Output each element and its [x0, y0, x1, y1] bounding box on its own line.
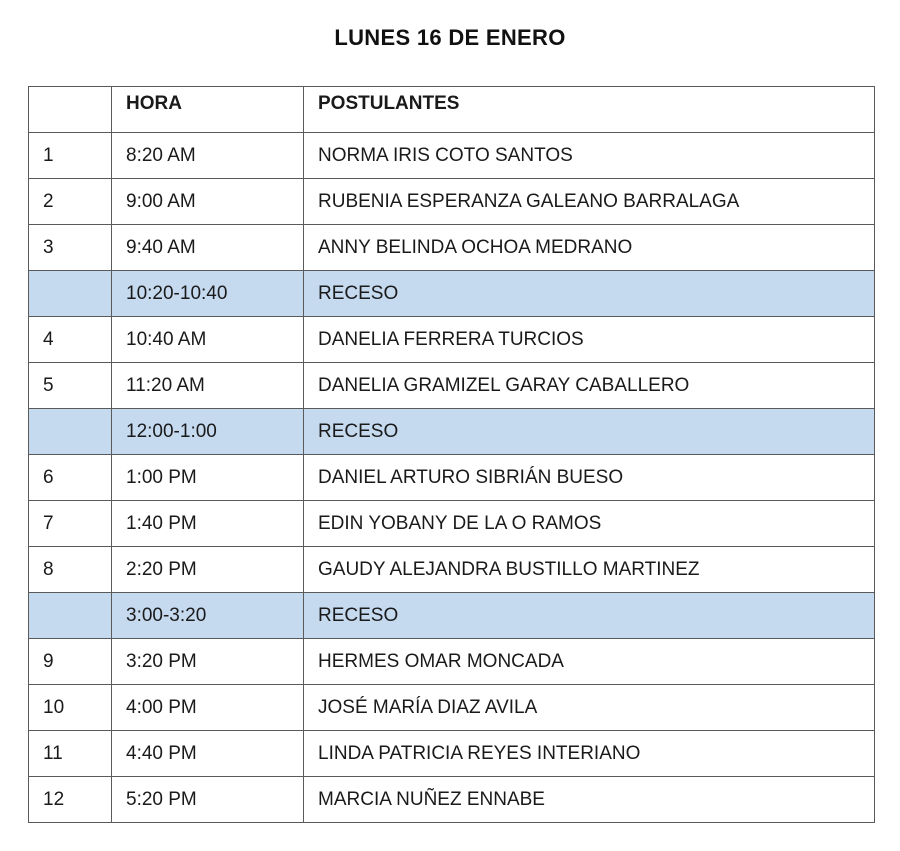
row-hora: 11:20 AM [112, 363, 304, 409]
table-row [29, 133, 875, 179]
row-hora: 1:40 PM [112, 501, 304, 547]
row-number [29, 271, 112, 317]
table-row [29, 685, 875, 731]
row-postulante: NORMA IRIS COTO SANTOS [304, 133, 875, 179]
table-row [29, 777, 875, 823]
row-hora: 3:00-3:20 [112, 593, 304, 639]
row-hora: 3:20 PM [112, 639, 304, 685]
table-row [29, 547, 875, 593]
row-postulante: MARCIA NUÑEZ ENNABE [304, 777, 875, 823]
row-hora: 9:00 AM [112, 179, 304, 225]
recess-row [29, 271, 875, 317]
row-hora: 4:40 PM [112, 731, 304, 777]
row-postulante: RECESO [304, 593, 875, 639]
table-row [29, 317, 875, 363]
row-postulante: JOSÉ MARÍA DIAZ AVILA [304, 685, 875, 731]
row-number [29, 593, 112, 639]
row-postulante: GAUDY ALEJANDRA BUSTILLO MARTINEZ [304, 547, 875, 593]
header-postulantes: POSTULANTES [304, 87, 875, 133]
row-postulante: RECESO [304, 409, 875, 455]
table-row [29, 179, 875, 225]
row-postulante: DANELIA GRAMIZEL GARAY CABALLERO [304, 363, 875, 409]
row-number: 10 [29, 685, 112, 731]
row-postulante: EDIN YOBANY DE LA O RAMOS [304, 501, 875, 547]
row-hora: 12:00-1:00 [112, 409, 304, 455]
table-row [29, 363, 875, 409]
recess-row [29, 593, 875, 639]
row-number: 4 [29, 317, 112, 363]
table-row [29, 639, 875, 685]
row-number: 1 [29, 133, 112, 179]
row-number: 8 [29, 547, 112, 593]
row-number: 2 [29, 179, 112, 225]
table-header-row [29, 87, 875, 133]
row-postulante: LINDA PATRICIA REYES INTERIANO [304, 731, 875, 777]
row-postulante: RUBENIA ESPERANZA GALEANO BARRALAGA [304, 179, 875, 225]
table-row [29, 501, 875, 547]
row-hora: 5:20 PM [112, 777, 304, 823]
row-number [29, 409, 112, 455]
row-postulante: RECESO [304, 271, 875, 317]
row-hora: 2:20 PM [112, 547, 304, 593]
row-hora: 8:20 AM [112, 133, 304, 179]
header-hora: HORA [112, 87, 304, 133]
header-number [29, 87, 112, 133]
row-number: 11 [29, 731, 112, 777]
row-number: 7 [29, 501, 112, 547]
row-hora: 9:40 AM [112, 225, 304, 271]
page-title: LUNES 16 DE ENERO [334, 25, 566, 50]
row-hora: 4:00 PM [112, 685, 304, 731]
row-hora: 10:20-10:40 [112, 271, 304, 317]
row-number: 3 [29, 225, 112, 271]
row-postulante: DANIEL ARTURO SIBRIÁN BUESO [304, 455, 875, 501]
row-number: 6 [29, 455, 112, 501]
table-row [29, 455, 875, 501]
table-row [29, 731, 875, 777]
row-number: 5 [29, 363, 112, 409]
recess-row [29, 409, 875, 455]
row-hora: 10:40 AM [112, 317, 304, 363]
row-postulante: DANELIA FERRERA TURCIOS [304, 317, 875, 363]
row-number: 12 [29, 777, 112, 823]
row-postulante: ANNY BELINDA OCHOA MEDRANO [304, 225, 875, 271]
schedule-table [28, 86, 875, 823]
row-number: 9 [29, 639, 112, 685]
row-postulante: HERMES OMAR MONCADA [304, 639, 875, 685]
row-hora: 1:00 PM [112, 455, 304, 501]
table-row [29, 225, 875, 271]
